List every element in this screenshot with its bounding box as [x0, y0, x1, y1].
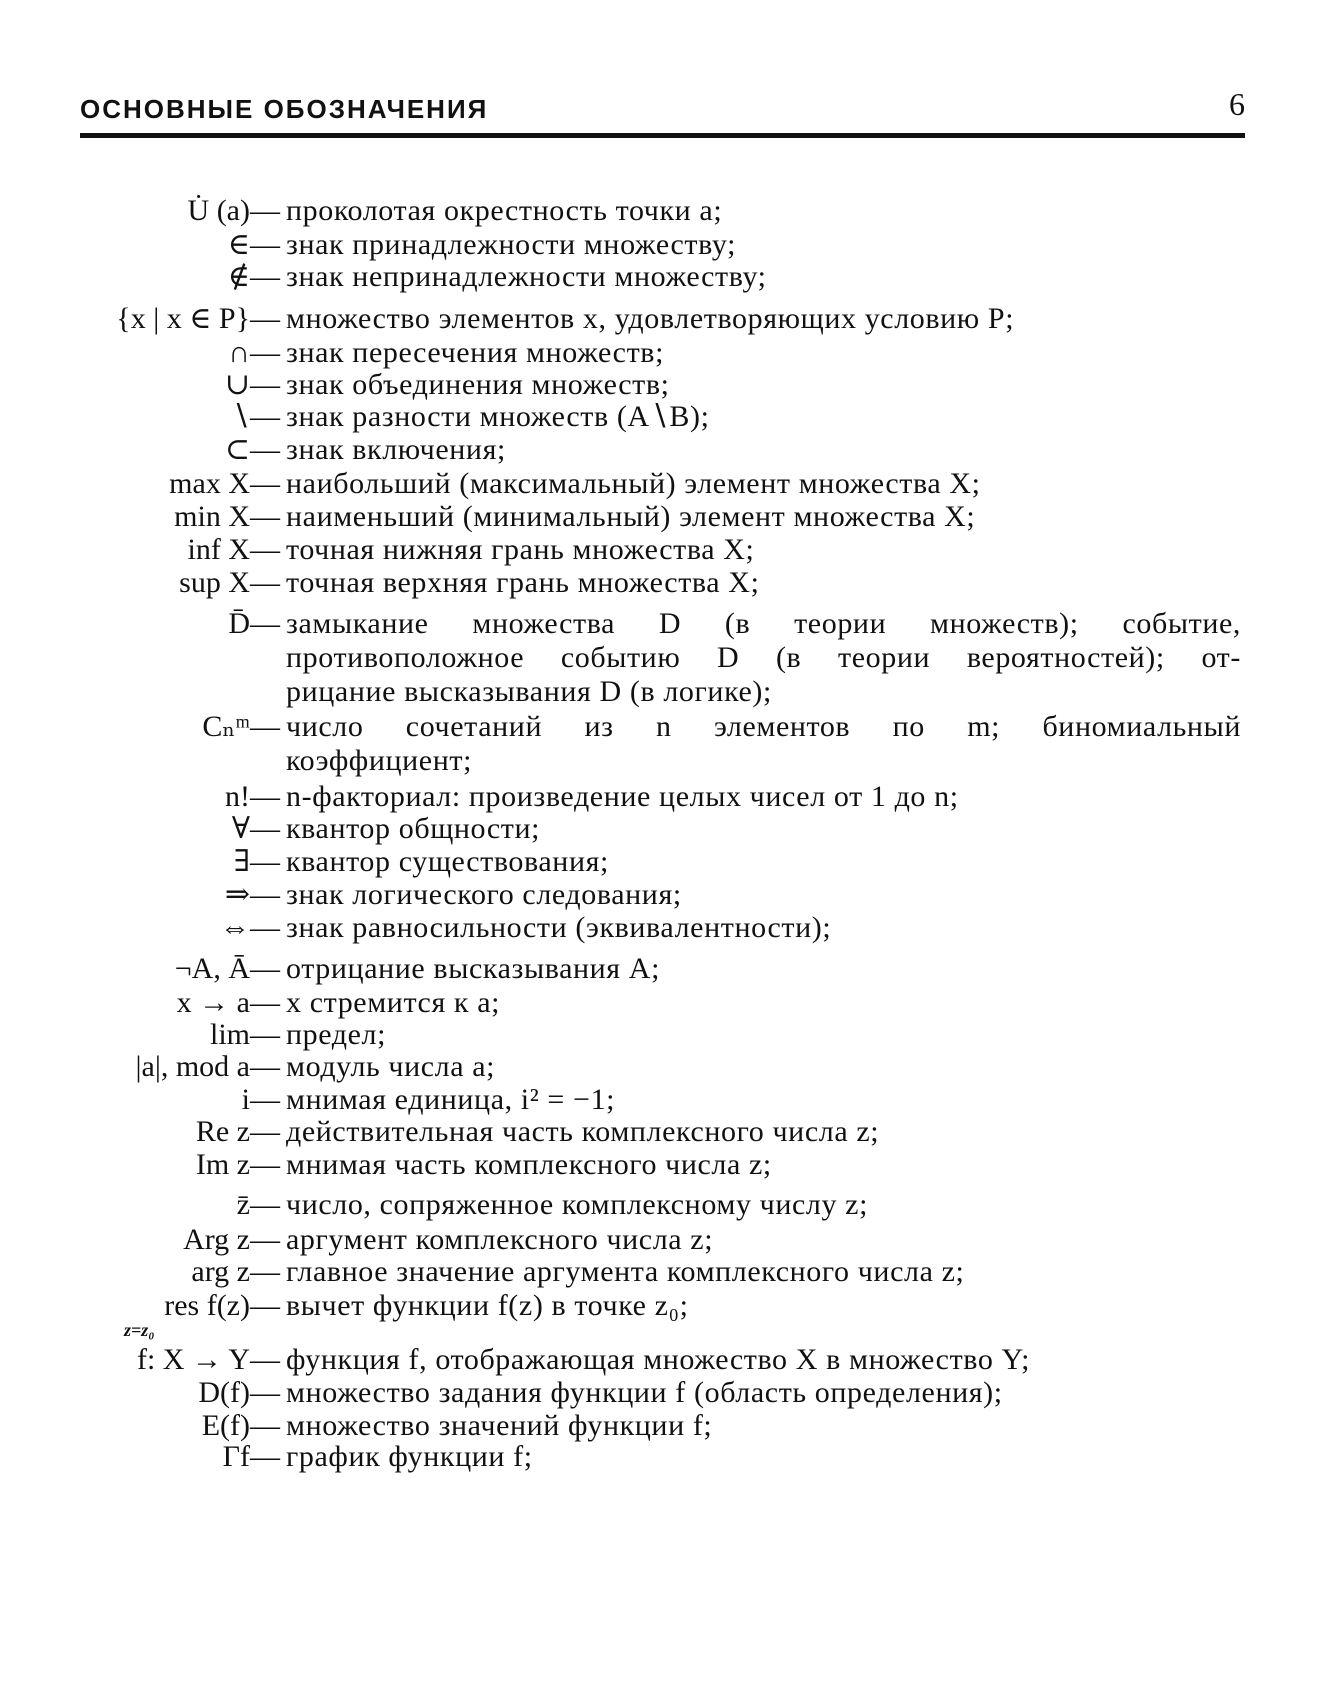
notation-symbol: Re z [195, 1115, 250, 1148]
description-line: множество элементов x, удовлетворяющих условию P; [286, 302, 1015, 335]
description-line: вычет функции f(z) в точке z₀; [286, 1289, 689, 1322]
description-line: квантор общности; [286, 812, 541, 845]
em-dash: — [250, 1223, 280, 1256]
notation-description [286, 952, 660, 986]
notation-symbol: ⇔ [220, 911, 250, 944]
notation-description [286, 1409, 712, 1443]
description-line: знак непринадлежности множеству; [286, 260, 767, 293]
notation-description [286, 500, 975, 534]
notation-description [286, 1148, 772, 1182]
description-line: знак включения; [286, 433, 506, 466]
notation-description [286, 911, 831, 945]
description-line: n-факториал: произведение целых чисел от 1 до n; [286, 780, 959, 813]
notation-symbol: U̇ (a) [187, 194, 250, 227]
description-line: множество задания функции f (область определения); [286, 1376, 1003, 1409]
em-dash: — [250, 566, 280, 599]
em-dash: — [250, 433, 280, 466]
notation-symbol: D̄ [228, 607, 250, 640]
notation-symbol: ∩ [228, 336, 250, 369]
notation-symbol: arg z [191, 1255, 250, 1288]
notation-symbol: lim [209, 1018, 250, 1051]
description-line: знак логического следования; [286, 878, 682, 911]
notation-symbol: f: X → Y [136, 1343, 250, 1376]
em-dash: — [250, 533, 280, 566]
em-dash: — [250, 878, 280, 911]
description-line: наименьший (минимальный) элемент множества X; [286, 500, 976, 533]
notation-description [286, 710, 1241, 778]
notation-symbol: inf X [187, 533, 250, 566]
notation-symbol: min X [174, 500, 250, 533]
description-line: мнимая часть комплексного числа z; [286, 1148, 772, 1181]
em-dash: — [250, 1188, 280, 1221]
section-title: ОСНОВНЫЕ ОБОЗНАЧЕНИЯ [80, 94, 489, 124]
description-line: точная нижняя грань множества X; [286, 533, 755, 566]
notation-description [286, 1188, 868, 1222]
em-dash: — [250, 302, 280, 335]
description-line: знак равносильности (эквивалентности); [286, 911, 832, 944]
notation-description [286, 194, 722, 228]
description-line: главное значение аргумента комплексного числа z; [286, 1255, 965, 1288]
notation-description [286, 400, 710, 434]
description-line: рицание высказывания D (в логике); [286, 675, 772, 708]
em-dash: — [250, 812, 280, 845]
notation-symbol: res f(z) [164, 1289, 250, 1322]
description-line: функция f, отображающая множество X в множество Y; [286, 1343, 1031, 1376]
notation-symbol: ∉ [227, 260, 250, 293]
em-dash: — [250, 1376, 280, 1409]
em-dash: — [250, 845, 280, 878]
em-dash: — [250, 1289, 280, 1322]
notation-symbol: Γf [222, 1440, 250, 1473]
description-line: замыкание множества D (в теории множеств); событие, [286, 607, 1241, 640]
description-line: предел; [286, 1018, 387, 1051]
notation-symbol: ∈ [227, 228, 250, 261]
description-line: наибольший (максимальный) элемент множества X; [286, 467, 981, 500]
notation-symbol: ∀ [231, 812, 250, 845]
description-line: действительная часть комплексного числа z; [286, 1115, 880, 1148]
notation-description [286, 302, 1014, 336]
em-dash: — [250, 952, 280, 985]
description-line: знак принадлежности множеству; [286, 228, 737, 261]
description-line: мнимая единица, i² = −1; [286, 1083, 616, 1116]
notation-symbol: {x | x ∈ P} [116, 302, 250, 335]
description-line: x стремится к a; [286, 986, 501, 1019]
description-line: отрицание высказывания A; [286, 952, 661, 985]
em-dash: — [250, 260, 280, 293]
notation-description [286, 1223, 713, 1257]
description-line: точная верхняя грань множества X; [286, 566, 760, 599]
notation-symbol: ∃ [233, 845, 250, 878]
em-dash: — [250, 228, 280, 261]
notation-symbol: x → a [176, 986, 250, 1019]
em-dash: — [250, 1083, 280, 1116]
notation-symbol: |a|, mod a [135, 1050, 250, 1083]
notation-description [286, 336, 664, 370]
em-dash: — [250, 1148, 280, 1181]
notation-description [286, 228, 736, 262]
em-dash: — [250, 1409, 280, 1442]
notation-symbol: Arg z [183, 1223, 250, 1256]
notation-symbol: z̄ [236, 1188, 250, 1221]
notation-symbol: max X [169, 467, 250, 500]
notation-symbol: i [241, 1083, 250, 1116]
description-line: проколотая окрестность точки a; [286, 194, 723, 227]
notation-description [286, 845, 609, 879]
notation-symbol: ⇒ [224, 878, 250, 911]
em-dash: — [250, 194, 280, 227]
description-line: число сочетаний из n элементов по m; биномиальный [286, 710, 1241, 743]
description-line: знак объединения множеств; [286, 368, 670, 401]
em-dash: — [250, 1018, 280, 1051]
description-line: модуль числа a; [286, 1050, 496, 1083]
notation-description [286, 607, 1241, 709]
description-line: коэффициент; [286, 744, 472, 777]
notation-description [286, 878, 682, 912]
page-number: 6 [1229, 86, 1245, 122]
em-dash: — [250, 1343, 280, 1376]
notation-symbol: ⊂ [224, 433, 250, 466]
em-dash: — [250, 467, 280, 500]
description-line: график функции f; [286, 1440, 533, 1473]
notation-symbol: ¬A, Ā [174, 952, 250, 985]
em-dash: — [250, 1440, 280, 1473]
notation-description [286, 566, 760, 600]
description-line: множество значений функции f; [286, 1409, 713, 1442]
notation-symbol: E(f) [201, 1409, 250, 1442]
em-dash: — [250, 1115, 280, 1148]
notation-description [286, 812, 540, 846]
description-line: аргумент комплексного числа z; [286, 1223, 714, 1256]
notation-description [286, 1018, 386, 1052]
notation-description [286, 467, 981, 501]
notation-description [286, 1050, 495, 1084]
em-dash: — [250, 986, 280, 1019]
notation-description [286, 533, 754, 567]
notation-description [286, 260, 767, 294]
em-dash: — [250, 400, 280, 433]
notation-symbol: ∪ [224, 368, 250, 401]
description-line: квантор существования; [286, 845, 609, 878]
em-dash: — [250, 336, 280, 369]
em-dash: — [250, 1255, 280, 1288]
notation-symbol: Cₙᵐ [202, 710, 250, 743]
notation-description [286, 780, 959, 814]
notation-description [286, 1376, 1003, 1410]
header-rule [80, 133, 1245, 138]
notation-description [286, 368, 670, 402]
notation-description [286, 986, 500, 1020]
description-line: знак пересечения множеств; [286, 336, 665, 369]
notation-description [286, 1255, 964, 1289]
notation-symbol: ∖ [230, 400, 250, 433]
notation-symbol: n! [225, 780, 250, 813]
description-line: противоположное событию D (в теории вероятностей); от- [286, 641, 1241, 674]
notation-description [286, 1440, 533, 1474]
em-dash: — [250, 607, 280, 640]
page-header [80, 86, 1245, 136]
em-dash: — [250, 368, 280, 401]
notation-description [286, 1083, 615, 1117]
em-dash: — [250, 780, 280, 813]
notation-symbol: D(f) [198, 1376, 250, 1409]
notation-description [286, 1289, 689, 1323]
description-line: число, сопряженное комплексному числу z; [286, 1188, 869, 1221]
em-dash: — [250, 1050, 280, 1083]
notation-symbol: sup X [179, 566, 250, 599]
notation-description [286, 1343, 1030, 1377]
em-dash: — [250, 911, 280, 944]
notation-symbol: Im z [195, 1148, 250, 1181]
em-dash: — [250, 500, 280, 533]
notation-description [286, 433, 506, 467]
res-subscript: z=z₀ [124, 1320, 155, 1340]
description-line: знак разности множеств (A∖B); [286, 400, 710, 433]
notation-description [286, 1115, 879, 1149]
em-dash: — [250, 710, 280, 743]
